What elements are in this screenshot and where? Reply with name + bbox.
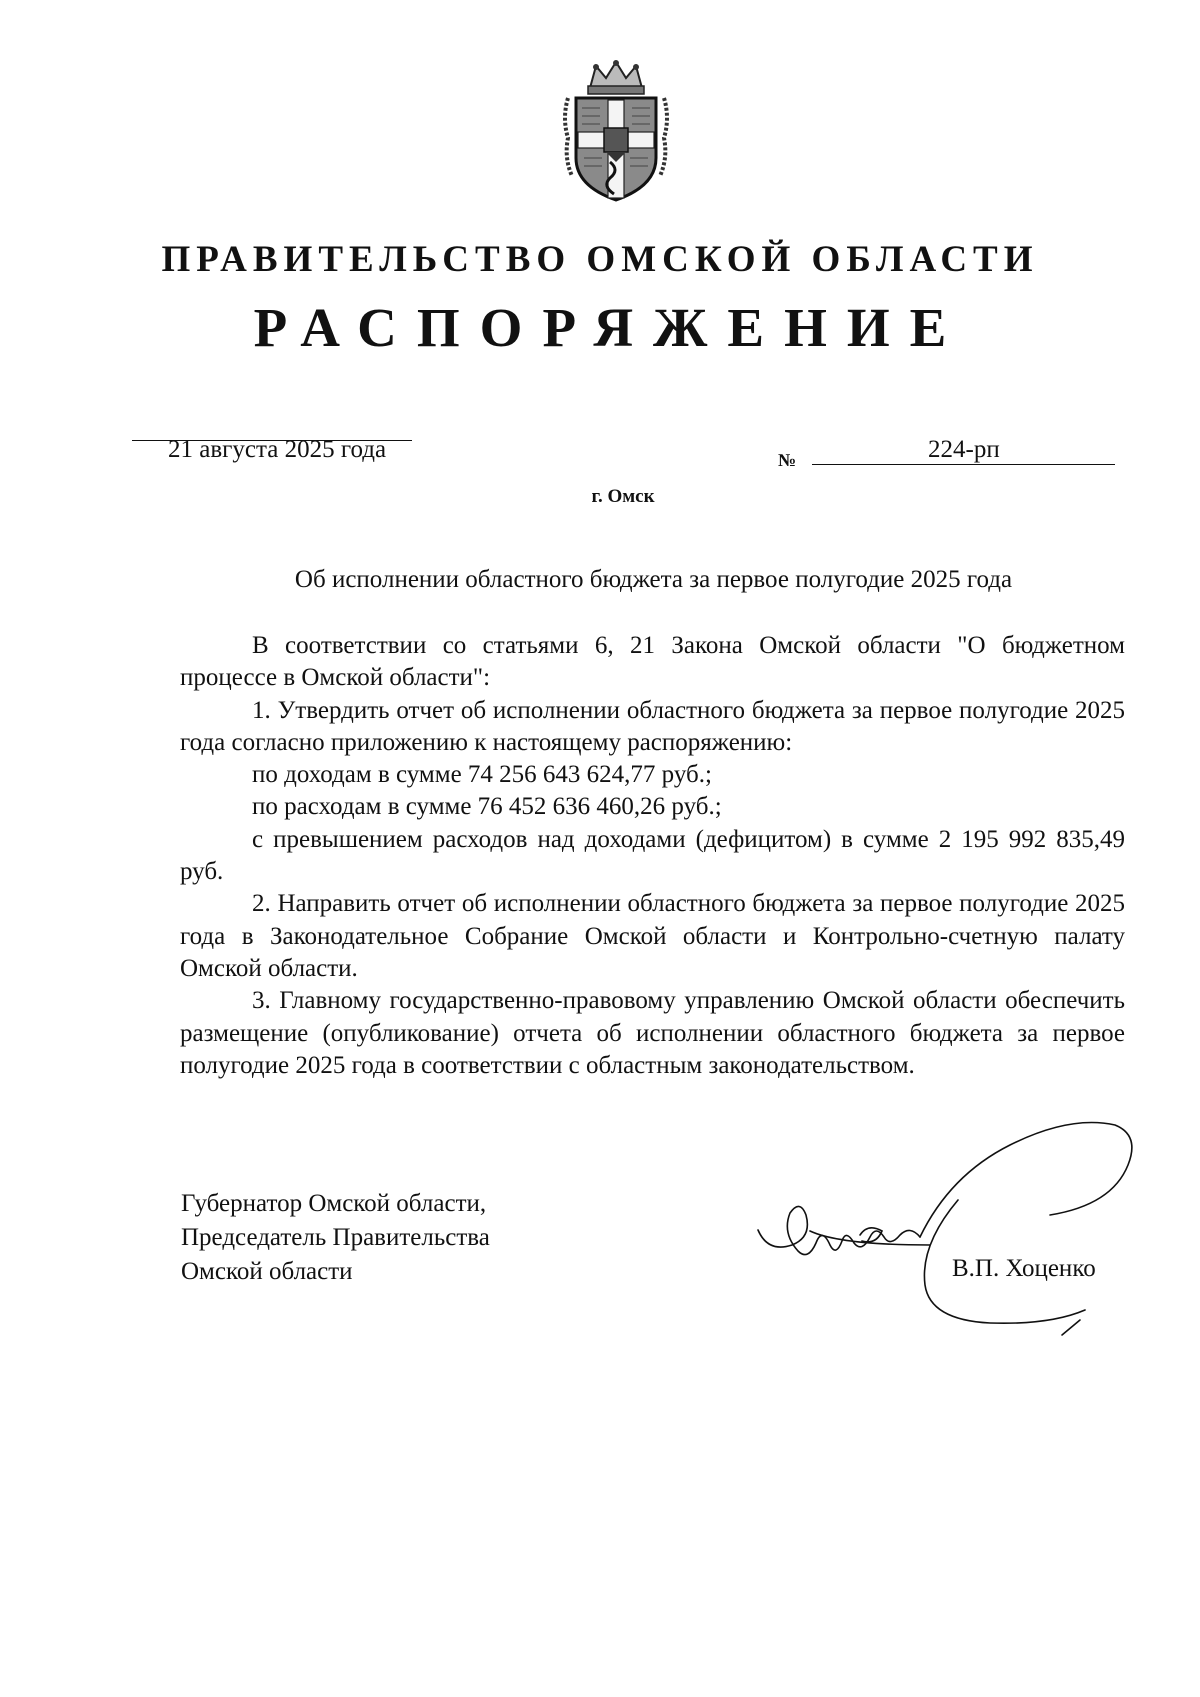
signatory-name: В.П. Хоценко [952,1255,1096,1282]
body-paragraph: В соответствии со статьями 6, 21 Закона Омской области "О бюджетном процессе в Омской области": [180,632,1125,692]
signatory-role-line: Председатель Правительства [181,1224,490,1251]
body-paragraph: 1. Утвердить отчет об исполнении областного бюджета за первое полугодие 2025 года согласно приложению к настоящему распоряжению: [180,696,1125,756]
number-underline [812,464,1115,465]
document-number: 224-рп [928,436,1000,463]
document-body [180,630,1125,1082]
coat-of-arms-icon [560,58,672,206]
document-date: 21 августа 2025 года [168,436,387,463]
number-sign: № [778,450,797,470]
signatory-role [181,1187,490,1289]
signatory-role-line: Омской области [181,1258,353,1285]
government-name: ПРАВИТЕЛЬСТВО ОМСКОЙ ОБЛАСТИ [161,239,1039,280]
body-paragraph: с превышением расходов над доходами (дефицитом) в сумме 2 195 992 835,49 руб. [180,825,1125,886]
city: г. Омск [591,486,655,507]
handwritten-signature [750,1095,1150,1345]
document-type: РАСПОРЯЖЕНИЕ [253,297,967,358]
body-paragraph: по доходам в сумме 74 256 643 624,77 руб.; [252,761,712,789]
body-paragraph: 2. Направить отчет об исполнении областного бюджета за первое полугодие 2025 года в Законодательное Собрание Омской области и Контрольно-счетную палату Омской области. [180,890,1125,982]
signatory-role-line: Губернатор Омской области, [181,1190,487,1217]
document-title: Об исполнении областного бюджета за первое полугодие 2025 года [294,566,1013,593]
body-paragraph: 3. Главному государственно-правовому управлению Омской области обеспечить размещение (опубликование) отчета об исполнении областного бюджета за первое полугодие 2025 года в соответствии с областным законодательством. [180,987,1125,1079]
body-paragraph: по расходам в сумме 76 452 636 460,26 руб.; [252,793,722,821]
